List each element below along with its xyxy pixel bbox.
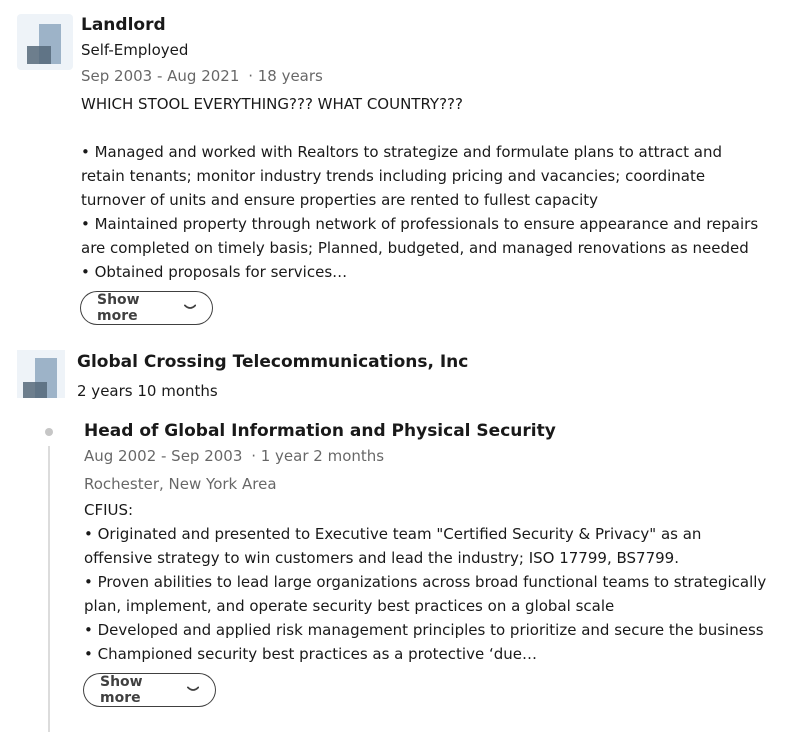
timeline-dot (45, 428, 53, 436)
desc-line: WHICH STOOL EVERYTHING??? WHAT COUNTRY??? (81, 95, 463, 113)
chevron-down-icon (184, 304, 196, 312)
company-name: Self-Employed (81, 41, 189, 59)
duration: · 18 years (248, 67, 323, 85)
desc-line: • Championed security best practices as a protective ‘due… (84, 645, 537, 663)
desc-line: plan, implement, and operate security best practices on a global scale (84, 597, 615, 615)
desc-line: turnover of units and ensure properties are rented to fullest capacity (81, 191, 599, 209)
show-more-button[interactable] (80, 291, 213, 325)
desc-line: • Proven abilities to lead large organizations across broad functional teams to strategically (84, 573, 767, 591)
role-description (84, 498, 767, 666)
chevron-down-icon (187, 686, 199, 694)
desc-line: • Obtained proposals for services… (81, 263, 348, 281)
desc-line: CFIUS: (84, 501, 134, 519)
show-more-label: Show more (100, 674, 143, 706)
dates: Aug 2002 - Sep 2003 (84, 447, 243, 465)
role-title[interactable]: Head of Global Information and Physical Security (84, 421, 556, 441)
desc-line: offensive strategy to win customers and lead the industry; ISO 17799, BS7799. (84, 549, 679, 567)
position-description (81, 92, 759, 284)
desc-line: • Developed and applied risk management principles to prioritize and secure the business (84, 621, 764, 639)
role-location: Rochester, New York Area (84, 475, 277, 493)
desc-line (81, 116, 741, 140)
desc-line: retain tenants; monitor industry trends including pricing and vacancies; coordinate (81, 167, 706, 185)
desc-line: • Maintained property through network of professionals to ensure appearance and repairs (81, 215, 759, 233)
company-logo-icon[interactable] (17, 14, 73, 70)
company-title[interactable]: Global Crossing Telecommunications, Inc (77, 352, 469, 372)
position-title[interactable]: Landlord (81, 15, 166, 35)
show-more-label: Show more (97, 292, 140, 324)
role-date-range (84, 447, 384, 465)
desc-line: are completed on timely basis; Planned, budgeted, and managed renovations as needed (81, 239, 749, 257)
date-range (81, 67, 323, 85)
desc-line: • Originated and presented to Executive team "Certified Security & Privacy" as an (84, 525, 702, 543)
dates: Sep 2003 - Aug 2021 (81, 67, 240, 85)
timeline-line (48, 446, 50, 732)
desc-line: • Managed and worked with Realtors to strategize and formulate plans to attract and (81, 143, 722, 161)
duration: · 1 year 2 months (251, 447, 385, 465)
company-logo-icon[interactable] (17, 350, 65, 398)
total-duration: 2 years 10 months (77, 382, 218, 400)
show-more-button[interactable] (83, 673, 216, 707)
